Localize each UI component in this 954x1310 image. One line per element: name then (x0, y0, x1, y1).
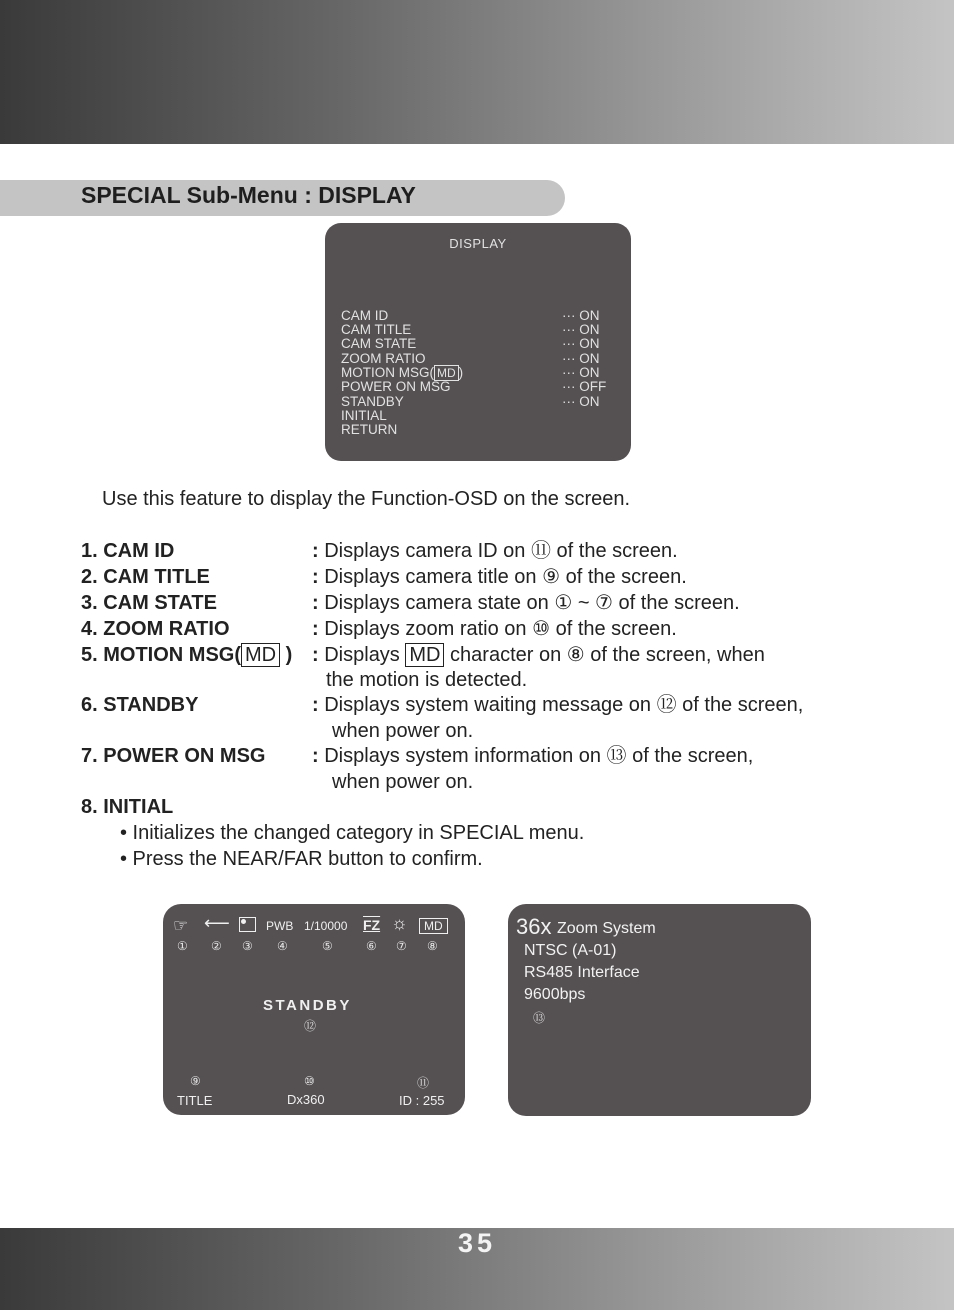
list-item-cam-title (81, 565, 313, 589)
marker-5: ⑤ (322, 939, 333, 953)
marker-10: ⑩ (304, 1074, 315, 1088)
osd-item-power-on-msg: POWER ON MSG (341, 379, 451, 394)
marker-11: ⑪ (417, 1076, 430, 1090)
item-desc-cam-title: : Displays camera title on ⑨ of the screen. (312, 566, 687, 588)
list-item-zoom-ratio (81, 617, 313, 641)
osd-item-motion-msg (341, 366, 463, 380)
osd-value-cam-id: ··· ON (562, 308, 600, 323)
item-label: 2. CAM TITLE (81, 566, 210, 588)
item-cont-power-on-msg: when power on. (332, 771, 474, 793)
list-item-cam-state (81, 591, 313, 615)
osd-motion-label: MOTION MSG( (341, 365, 434, 380)
zoom-ratio-text: Dx360 (287, 1092, 325, 1107)
item-label: 7. POWER ON MSG (81, 745, 266, 767)
marker-6: ⑥ (366, 939, 377, 953)
osd-item-cam-id: CAM ID (341, 308, 389, 323)
backlight-icon (239, 917, 256, 932)
osd-motion-close: ) (458, 365, 464, 380)
initial-bullet-1: • Initializes the changed category in SPECIAL menu. (120, 822, 585, 844)
item-cont-standby: when power on. (332, 720, 474, 742)
item-cont-motion-msg: the motion is detected. (326, 669, 528, 691)
item-label: 4. ZOOM RATIO (81, 618, 230, 640)
list-item-power-on-msg (81, 744, 313, 768)
osd-item-initial: INITIAL (341, 408, 387, 423)
osd-value-zoom-ratio: ··· ON (562, 351, 600, 366)
standby-text: STANDBY (263, 997, 352, 1014)
item-label: 8. INITIAL (81, 796, 174, 818)
md-desc-box: MD (405, 643, 444, 667)
power-on-screen-diagram (508, 904, 811, 1116)
marker-12: ⑫ (304, 1019, 317, 1033)
osd-item-cam-title: CAM TITLE (341, 322, 412, 337)
page-number: 35 (457, 1228, 497, 1258)
list-item-cam-id (81, 539, 313, 563)
marker-9: ⑨ (190, 1074, 201, 1088)
marker-3: ③ (242, 939, 253, 953)
day-night-icon: ☼ (391, 913, 408, 933)
marker-2: ② (211, 939, 222, 953)
item-label: 6. STANDBY (81, 694, 199, 716)
arrow-left-icon: ⟵ (204, 913, 230, 933)
marker-4: ④ (277, 939, 288, 953)
zoom-big-text: 36x (516, 914, 552, 939)
section-title: SPECIAL Sub-Menu : DISPLAY (81, 182, 416, 208)
cam-id-text: ID : 255 (399, 1093, 445, 1108)
marker-8: ⑧ (427, 939, 438, 953)
header-band (0, 0, 954, 144)
item-label: 1. CAM ID (81, 540, 175, 562)
cam-title-text: TITLE (177, 1093, 213, 1108)
item-label: 3. CAM STATE (81, 592, 217, 614)
md-indicator: MD (419, 918, 448, 934)
osd-md-box: MD (434, 365, 459, 381)
ntsc-text: NTSC (A-01) (524, 942, 617, 959)
osd-item-standby: STANDBY (341, 394, 404, 409)
osd-value-motion-msg: ··· ON (562, 365, 600, 380)
item-desc-standby: : Displays system waiting message on ⑫ of the screen, (312, 694, 804, 716)
list-item-standby (81, 693, 313, 717)
initial-bullet-2: • Press the NEAR/FAR button to confirm. (120, 848, 483, 870)
item-desc-zoom-ratio: : Displays zoom ratio on ⑩ of the screen. (312, 618, 677, 640)
md-label-box: MD (241, 643, 280, 667)
item-desc-cam-state: : Displays camera state on ① ~ ⑦ of the screen. (312, 592, 740, 614)
osd-value-cam-state: ··· ON (562, 336, 600, 351)
list-item-motion-msg: 5. MOTION MSG( MD ) (81, 644, 293, 666)
item-desc-power-on-msg: : Displays system information on ⑬ of the screen, (312, 745, 754, 767)
osd-value-standby: ··· ON (562, 394, 600, 409)
list-item-initial (81, 795, 313, 819)
marker-7: ⑦ (396, 939, 407, 953)
osd-menu-title: DISPLAY (449, 236, 507, 251)
zoom-system-text: Zoom System (557, 920, 656, 937)
osd-value-cam-title: ··· ON (562, 322, 600, 337)
osd-item-zoom-ratio: ZOOM RATIO (341, 351, 426, 366)
item-desc-motion-msg: : Displays MD character on ⑧ of the screen, when (312, 644, 765, 666)
hand-icon: ☞ (173, 916, 189, 935)
baud-text: 9600bps (524, 986, 586, 1003)
item-desc-cam-id: : Displays camera ID on ⑪ of the screen. (312, 540, 678, 562)
osd-item-return: RETURN (341, 422, 398, 437)
marker-13: ⑬ (533, 1011, 546, 1025)
marker-1: ① (177, 939, 188, 953)
pwb-label: PWB (266, 919, 294, 933)
shutter-label: 1/10000 (304, 919, 348, 933)
interface-text: RS485 Interface (524, 964, 640, 981)
osd-item-cam-state: CAM STATE (341, 336, 417, 351)
osd-value-power-on-msg: ··· OFF (562, 379, 607, 394)
fz-icon: FZ (363, 917, 381, 933)
intro-text: Use this feature to display the Function-OSD on the screen. (102, 488, 631, 510)
